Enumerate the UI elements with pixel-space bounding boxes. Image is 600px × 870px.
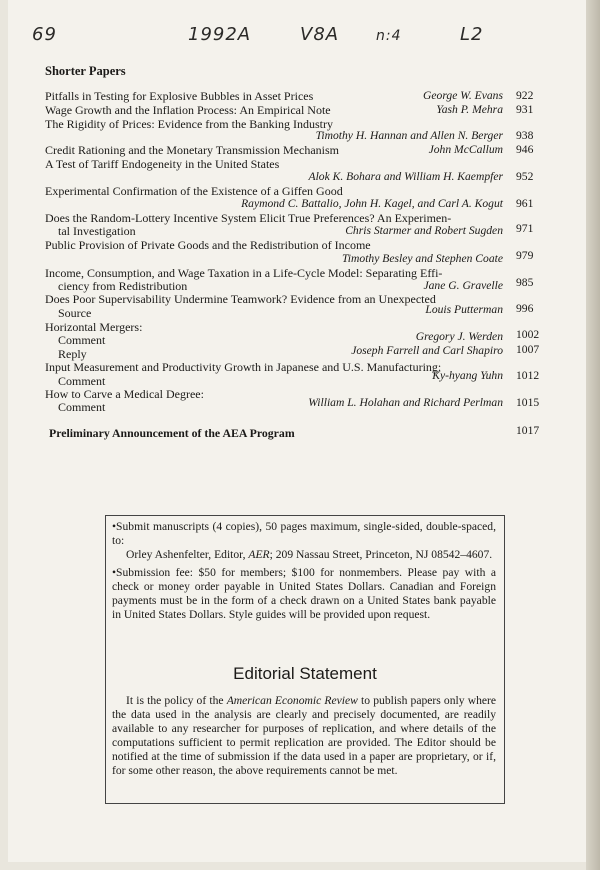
entry-title: Experimental Confirmation of the Existence of a Giffen Good: [45, 184, 343, 198]
submission-instructions: [112, 520, 496, 622]
handwritten-note-3: V8A: [300, 24, 340, 45]
entry-page: 938: [516, 129, 534, 142]
entry-author: Louis Putterman: [425, 303, 503, 316]
journal-abbrev: AER: [248, 548, 270, 561]
entry-title: Pitfalls in Testing for Explosive Bubbles in Asset Prices: [45, 89, 314, 103]
entry-title: How to Carve a Medical Degree:: [45, 387, 204, 401]
entry-sub-label: Reply: [58, 347, 87, 361]
fee-bullet: •Submission fee: $50 for members; $100 for nonmembers. Please pay with a check or money order payable in United States Dollars. Canadian and Foreign payments must be in the form of a check drawn on a United States bank payable in United States Dollars. Style guides will be provided upon request.: [112, 566, 496, 621]
entry-author: Joseph Farrell and Carl Shapiro: [351, 344, 503, 357]
entry-author: Chris Starmer and Robert Sugden: [345, 224, 503, 237]
entry-page: 979: [516, 249, 534, 262]
entry-page: 1002: [516, 328, 540, 341]
statement-text-a: It is the policy of the: [126, 694, 227, 707]
entry-title: Does Poor Supervisability Undermine Teamwork? Evidence from an Unexpected: [45, 292, 436, 306]
entry-page: 996: [516, 302, 534, 315]
prelim-announcement-page: 1017: [516, 424, 540, 437]
entry-page: 946: [516, 143, 534, 156]
entry-title: Horizontal Mergers:: [45, 320, 143, 334]
entry-page: 1015: [516, 396, 540, 409]
entry-author: William L. Holahan and Richard Perlman: [308, 396, 503, 409]
entry-sub-label: Comment: [58, 400, 106, 414]
entry-author: Alok K. Bohara and William H. Kaempfer: [308, 170, 503, 183]
entry-author: Yash P. Mehra: [436, 103, 503, 116]
entry-author: Gregory J. Werden: [415, 330, 503, 343]
submission-box: [105, 515, 505, 804]
entry-page: 931: [516, 103, 534, 116]
entry-author: Timothy Besley and Stephen Coate: [342, 252, 503, 265]
address-text: ; 209 Nassau Street, Princeton, NJ 08542–4607.: [269, 548, 493, 561]
entry-title: Wage Growth and the Inflation Process: An Empirical Note: [45, 103, 331, 117]
entry-title: A Test of Tariff Endogeneity in the United States: [45, 157, 280, 171]
entry-author: Raymond C. Battalio, John H. Kagel, and Carl A. Kogut: [241, 197, 503, 210]
entry-page: 971: [516, 222, 534, 235]
entry-page: 1007: [516, 343, 540, 356]
entry-sub-label: Comment: [58, 374, 106, 388]
entry-title: Credit Rationing and the Monetary Transmission Mechanism: [45, 143, 339, 157]
entry-author: George W. Evans: [423, 89, 503, 102]
submit-bullet: •Submit manuscripts (4 copies), 50 pages maximum, single-sided, double-spaced, to:: [112, 520, 496, 547]
handwritten-note-2: 1992A: [188, 24, 252, 45]
entry-author: Timothy H. Hannan and Allen N. Berger: [315, 129, 503, 142]
section-title: Shorter Papers: [45, 64, 126, 78]
handwritten-note-4: n:4: [376, 28, 402, 44]
handwritten-note-1: 69: [32, 24, 57, 45]
statement-text-b: to publish papers only where the data used in the analysis are clearly and precisely documented, are readily available to any researcher for purposes of replication, and where details of the computations sufficient to permit replication are provided. The Editor should be notified at the time of submission if the data used in a paper are proprietary, or if, for some other reason, the above requirements cannot be met.: [112, 694, 497, 777]
entry-title: Input Measurement and Productivity Growth in Japanese and U.S. Manufacturing:: [45, 360, 442, 374]
editorial-statement-text: [112, 694, 496, 778]
prelim-announcement-title: Preliminary Announcement of the AEA Program: [49, 426, 295, 440]
editor-address: [112, 548, 496, 562]
entry-page: 1012: [516, 369, 540, 382]
entry-title-continued: tal Investigation: [58, 224, 136, 238]
journal-name: American Economic Review: [226, 694, 358, 707]
entry-page: 961: [516, 197, 534, 210]
entry-sub-label: Comment: [58, 333, 106, 347]
page-edge-shadow: [586, 0, 600, 870]
entry-title: Public Provision of Private Goods and the Redistribution of Income: [45, 238, 371, 252]
entry-title-continued: Source: [58, 306, 92, 320]
document-page: [8, 0, 586, 862]
entry-title: Does the Random-Lottery Incentive System Elicit True Preferences? An Experimen-: [45, 211, 452, 225]
editorial-statement-title: Editorial Statement: [233, 664, 377, 683]
entry-author: John McCallum: [428, 143, 503, 156]
entry-title: Income, Consumption, and Wage Taxation in a Life-Cycle Model: Separating Effi-: [45, 266, 443, 280]
entry-page: 985: [516, 276, 534, 289]
entry-author: Jane G. Gravelle: [423, 279, 503, 292]
entry-page: 952: [516, 170, 534, 183]
entry-author: Ky-hyang Yuhn: [432, 369, 503, 382]
entry-title-continued: ciency from Redistribution: [58, 279, 188, 293]
entry-title: The Rigidity of Prices: Evidence from the Banking Industry: [45, 117, 333, 131]
handwritten-note-5: L2: [460, 24, 484, 45]
editor-name: Orley Ashenfelter, Editor,: [126, 548, 249, 561]
entry-page: 922: [516, 89, 534, 102]
